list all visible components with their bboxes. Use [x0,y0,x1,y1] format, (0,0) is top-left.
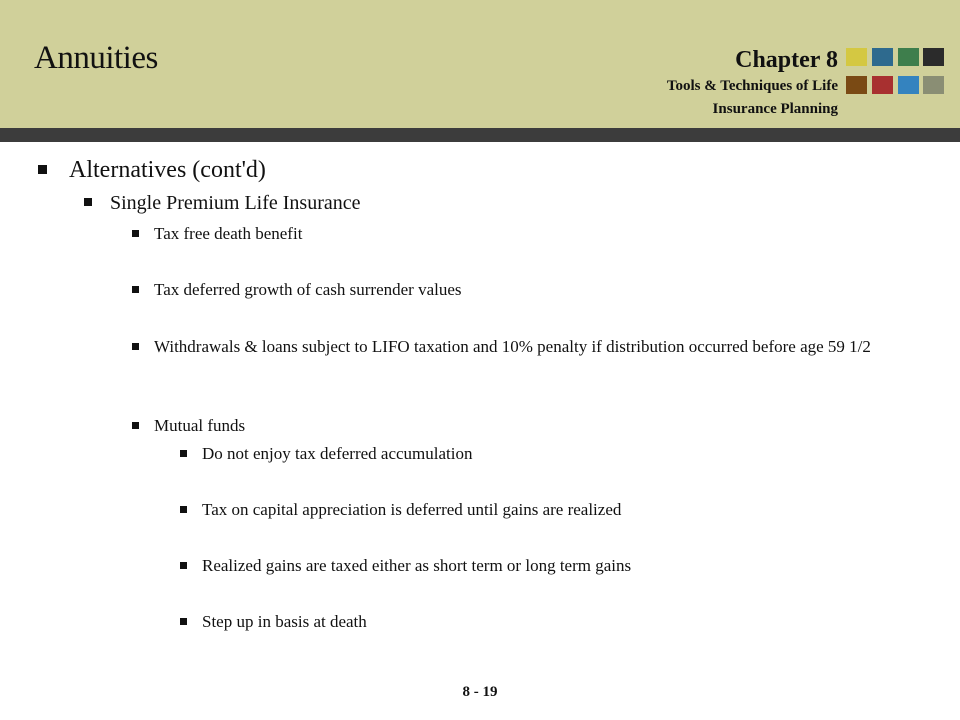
bullet-text: Step up in basis at death [202,612,367,631]
bullet-text: Alternatives (cont'd) [69,157,266,183]
square-bullet-icon [84,198,92,206]
chapter-label: Chapter 8 [735,47,838,73]
square-bullet-icon [180,562,187,569]
slide-title: Annuities [34,40,158,76]
bullet-spl-point [132,280,462,300]
bullet-text: Tax on capital appreciation is deferred until gains are realized [202,500,622,519]
square-bullet-icon [180,618,187,625]
square-bullet-icon [132,230,139,237]
square-bullet-icon [132,286,139,293]
bullet-text: Realized gains are taxed either as short term or long term gains [202,556,632,575]
bullet-text: Do not enjoy tax deferred accumulation [202,444,473,463]
bullet-mutual-funds [132,416,245,436]
bullet-text: Tax free death benefit [154,224,303,243]
page-number: 8 - 19 [462,684,498,700]
square-bullet-icon [180,450,187,457]
square-bullet-icon [38,165,47,174]
bullet-single-premium [84,192,361,215]
bullet-mf-point [180,444,472,464]
bullet-text: Single Premium Life Insurance [110,192,361,214]
bullet-alternatives [38,157,266,184]
chapter-subtitle-line2: Insurance Planning [712,101,838,117]
bullet-text: Tax deferred growth of cash surrender values [154,280,462,299]
square-bullet-icon [132,422,139,429]
bullet-spl-point [132,224,302,244]
chapter-subtitle-line1: Tools & Techniques of Life [666,78,838,94]
bullet-mf-point [180,556,631,576]
bullet-spl-point [132,336,914,358]
bullet-mf-point [180,500,621,520]
bullet-text: Mutual funds [154,416,246,435]
square-bullet-icon [180,506,187,513]
bullet-text: Withdrawals & loans subject to LIFO taxation and 10% penalty if distribution occurred before age 59 1/2 [154,337,871,356]
bullet-mf-point [180,612,367,632]
square-bullet-icon [132,343,139,350]
